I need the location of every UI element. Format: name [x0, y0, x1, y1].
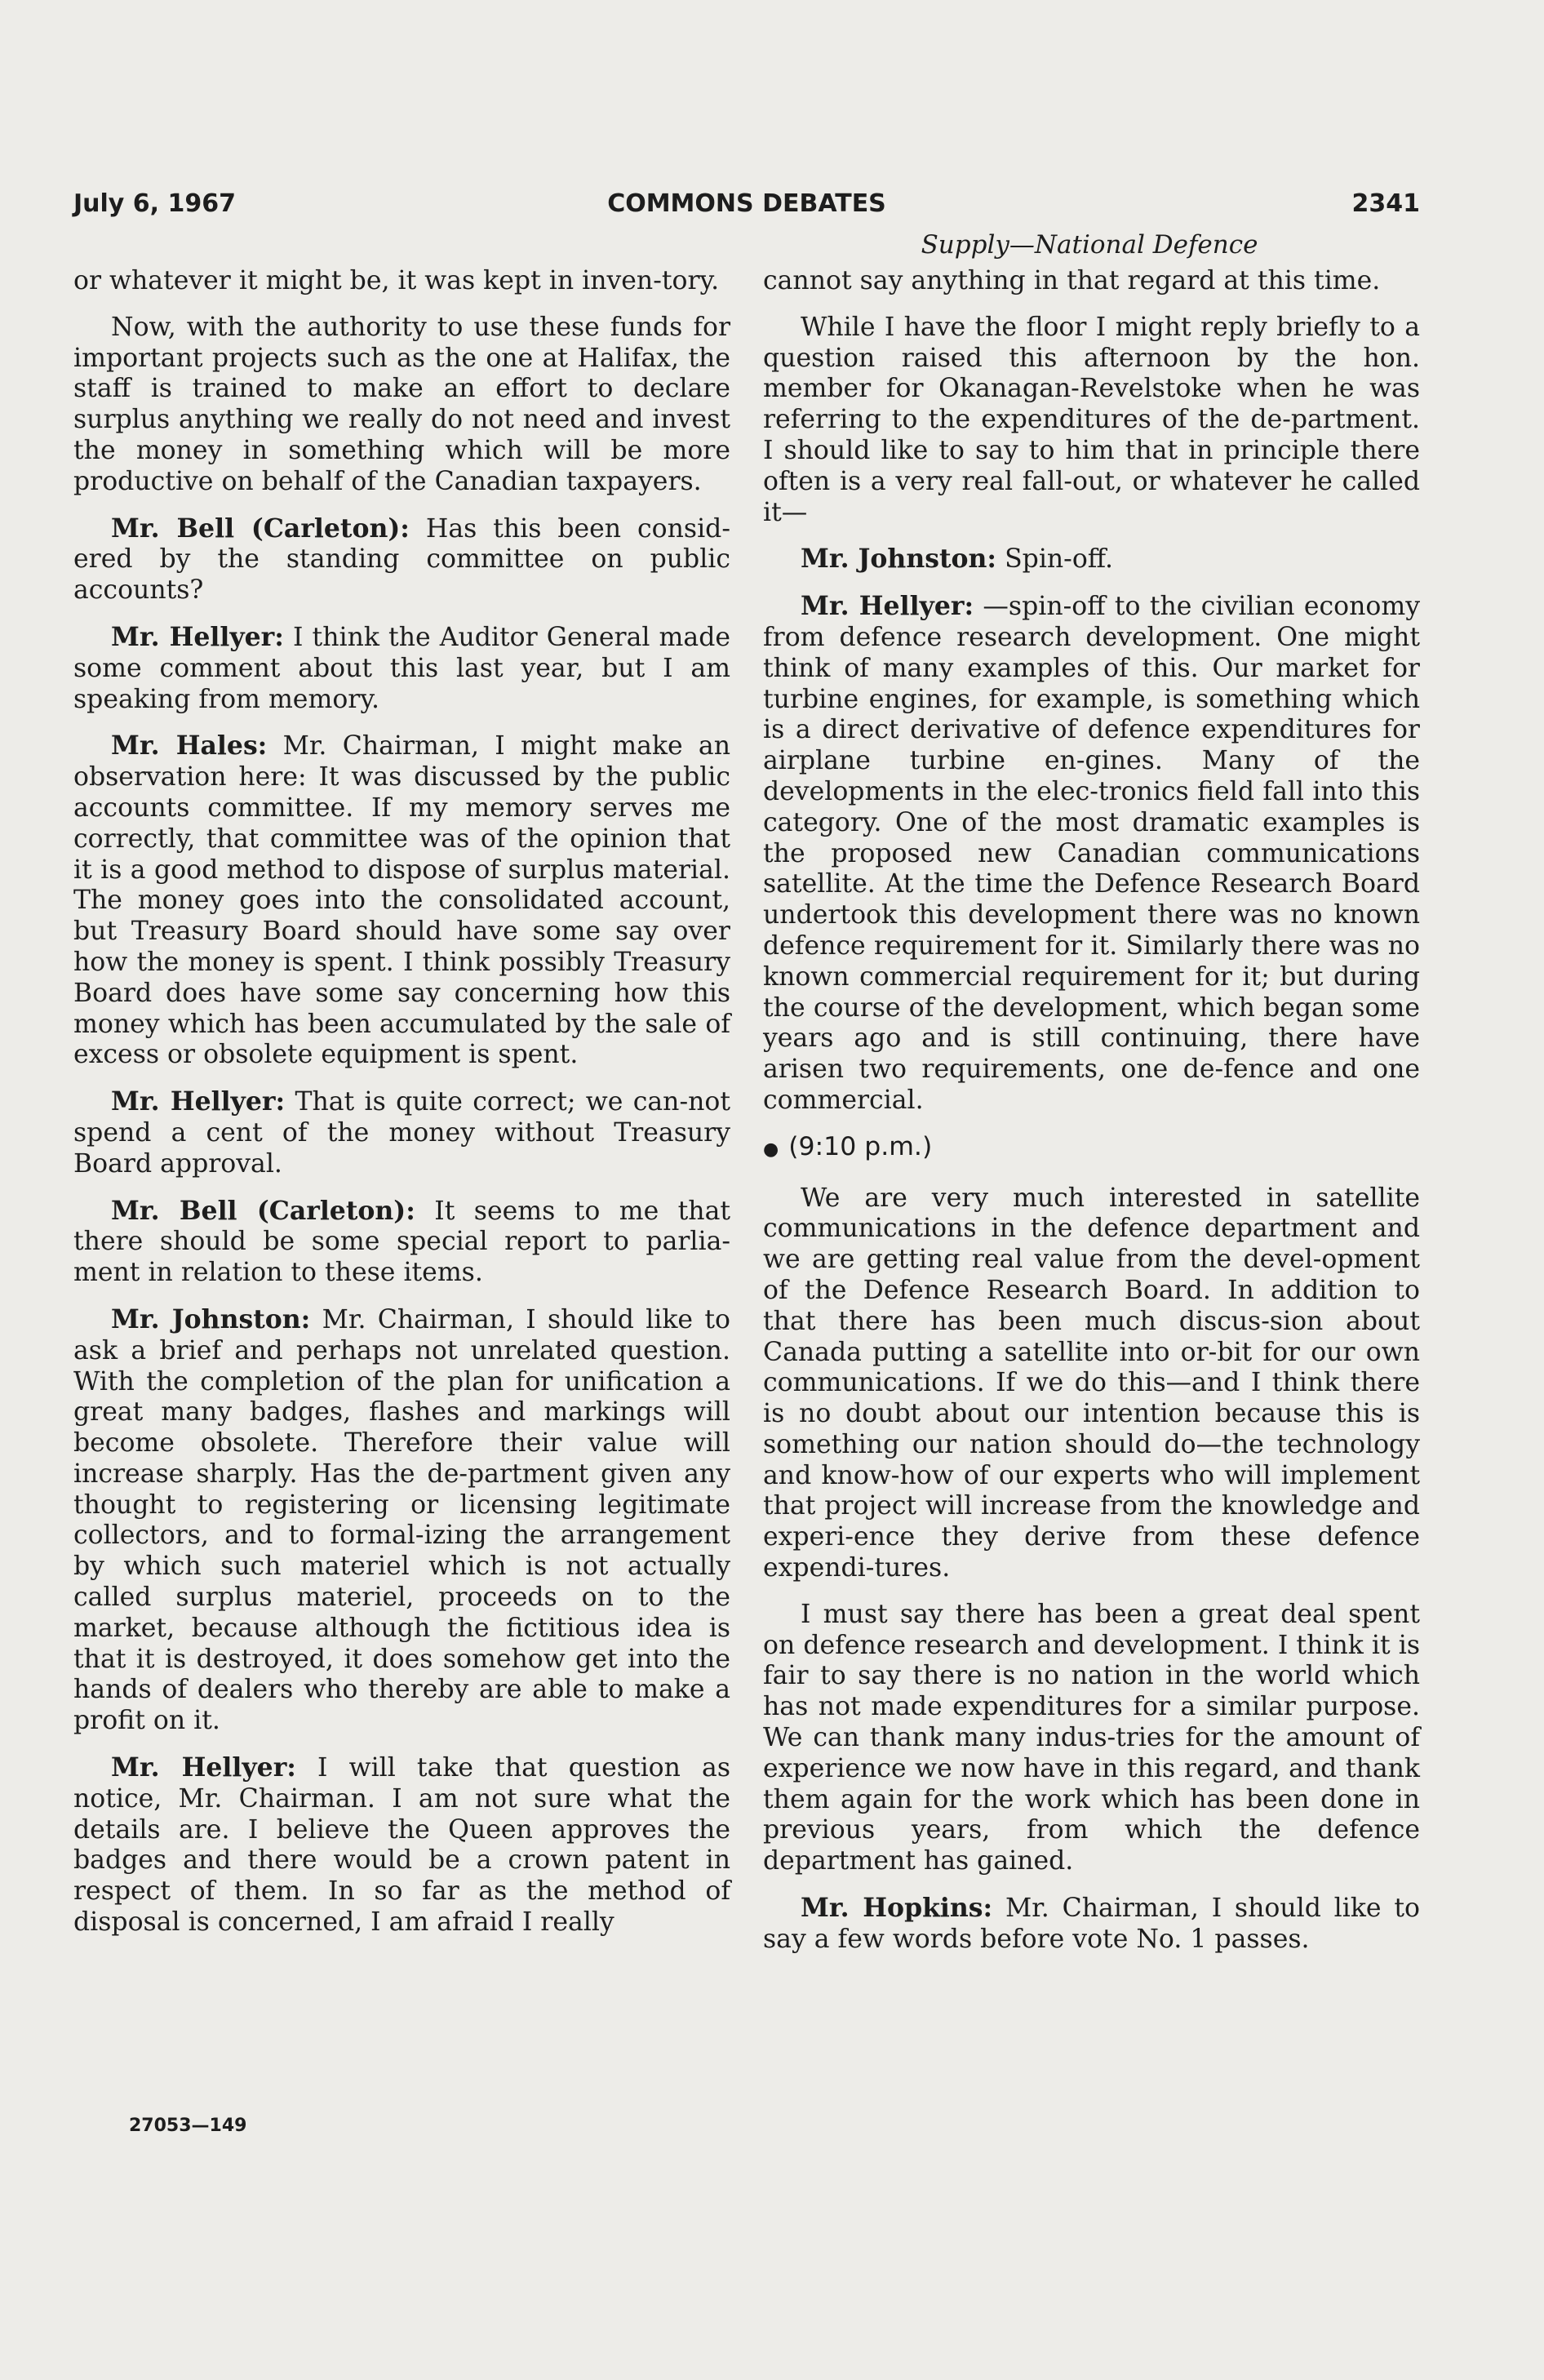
paragraph-text: cannot say anything in that regard at this time.: [763, 266, 1381, 295]
paragraph: [763, 591, 1420, 1117]
speaker-name: Mr. Johnston:: [801, 544, 997, 575]
header-publication-title: COMMONS DEBATES: [607, 189, 886, 218]
paragraph: [763, 1183, 1420, 1584]
paragraph: [73, 730, 730, 1071]
paragraph-text: Mr. Chairman, I might make an observation here: It was discussed by the public accounts committee. If my memory serves me correctly, that committee was of the opinion that it is a good method to dispose of surplus material. The money goes into the consolidated account, but Treasury Board should have some say over how the money is spent. I think possibly Treasury Board does have some say concerning how this money which has been accumulated by the sale of excess or obsolete equipment is spent.: [73, 731, 730, 1070]
timestamp: [763, 1132, 1420, 1166]
paragraph-text: That is quite correct; we can-not spend a cent of the money without Treasury Board approval.: [73, 1087, 730, 1179]
paragraph: [763, 313, 1420, 529]
paragraph: [763, 1893, 1420, 1956]
paragraph: [73, 1304, 730, 1737]
paragraph-text: I will take that question as notice, Mr. Chairman. I am not sure what the details are. I believe the Queen approves the badges and there would be a crown patent in respect of them. In so far as the method of disposal is concerned, I am afraid I really: [73, 1753, 730, 1938]
paragraph-text: or whatever it might be, it was kept in inven-tory.: [73, 266, 720, 295]
right-column: [763, 266, 1420, 1971]
paragraph-text: I must say there has been a great deal spent on defence research and development. I think it is fair to say there is no nation in the world which has not made expenditures for a similar purpose. We can thank many indus-tries for the amount of experience we now have in this regard, and thank them again for the work which has been done in previous years, from which the defence department has gained.: [763, 1599, 1420, 1876]
paragraph: [73, 1196, 730, 1289]
paragraph-text: While I have the floor I might reply briefly to a question raised this afternoon by the hon. member for Okanagan-Revelstoke when he was referring to the expenditures of the de-partment. I should like to say to him that in principle there often is a very real fall-out, or whatever he called it—: [763, 312, 1420, 527]
paragraph: [763, 1600, 1420, 1877]
paragraph: [73, 1752, 730, 1938]
paragraph: [763, 266, 1420, 297]
speaker-name: Mr. Hellyer:: [801, 591, 974, 622]
paragraph: [763, 544, 1420, 575]
paragraph-text: —spin-off to the civilian economy from defence research development. One might think of many examples of this. Our market for turbine engines, for example, is something which is a direct derivative of defence expenditures for airplane turbine en-gines. Many of the developments in the elec-tronics field fall into this category. One of the most dramatic examples is the proposed new Canadian communications satellite. At the time the Defence Research Board undertook this development there was no known defence requirement for it. Similarly there was no known commercial requirement for it; but during the course of the development, which began some years ago and is still continuing, there have arisen two requirements, one de-fence and one commercial.: [763, 592, 1421, 1115]
print-code: 27053—149: [129, 2116, 247, 2136]
page-header: [73, 189, 1420, 230]
left-column: [73, 266, 730, 1954]
paragraph-text: We are very much interested in satellite communications in the defence department and we are getting real value from the devel-opment of the Defence Research Board. In addition to that there has been much discus-sion about Canada putting a satellite into or-bit for our own communications. If we do this—and I think there is no doubt about our intention because this is something our nation should do—the technology and know-how of our experts who will implement that project will increase from the knowledge and experi-ence they derive from these defence expendi-tures.: [763, 1183, 1420, 1583]
paragraph: [73, 513, 730, 606]
paragraph: [73, 622, 730, 715]
paragraph: [73, 1086, 730, 1179]
speaker-name: Mr. Hopkins:: [801, 1893, 993, 1924]
speaker-name: Mr. Bell (Carleton):: [111, 1195, 415, 1226]
paragraph-text: Mr. Chairman, I should like to ask a brief and perhaps not unrelated question. With the completion of the plan for unification a great many badges, flashes and markings will become obsolete. Therefore their value will increase sharply. Has the de-partment given any thought to registering or licensing legitimate collectors, and to formal-izing the arrangement by which such materiel which is not actually called surplus materiel, proceeds on to the market, because although the fictitious idea is that it is destroyed, it does somehow get into the hands of dealers who thereby are able to make a profit on it.: [73, 1304, 730, 1736]
speaker-name: Mr. Bell (Carleton):: [111, 513, 410, 544]
timestamp-text: (9:10 p.m.): [788, 1131, 933, 1161]
paragraph: [73, 313, 730, 498]
paragraph-text: It seems to me that there should be some special report to parlia-ment in relation to these items.: [73, 1196, 731, 1288]
speaker-name: Mr. Hellyer:: [111, 1086, 286, 1117]
header-date: July 6, 1967: [73, 189, 237, 218]
paragraph-text: Now, with the authority to use these funds for important projects such as the one at Halifax, the staff is trained to make an effort to declare surplus anything we really do not need and invest the money in something which will be more productive on behalf of the Canadian taxpayers.: [73, 312, 730, 496]
speaker-name: Mr. Johnston:: [111, 1303, 311, 1334]
paragraph-text: I think the Auditor General made some comment about this last year, but I am speaking from memory.: [73, 622, 731, 714]
paragraph-text: Spin-off.: [996, 544, 1114, 575]
speaker-name: Mr. Hellyer:: [111, 1752, 296, 1783]
speaker-name: Mr. Hellyer:: [111, 621, 284, 652]
speaker-name: Mr. Hales:: [111, 730, 268, 762]
section-subheading: Supply—National Defence: [921, 230, 1258, 260]
paragraph-text: Mr. Chairman, I should like to say a few words before vote No. 1 passes.: [763, 1894, 1420, 1954]
paragraph-text: Has this been consid-ered by the standing committee on public accounts?: [73, 513, 730, 606]
paragraph: [73, 266, 730, 297]
bullet-icon: ●: [763, 1139, 779, 1160]
header-page-number: 2341: [1351, 189, 1420, 218]
